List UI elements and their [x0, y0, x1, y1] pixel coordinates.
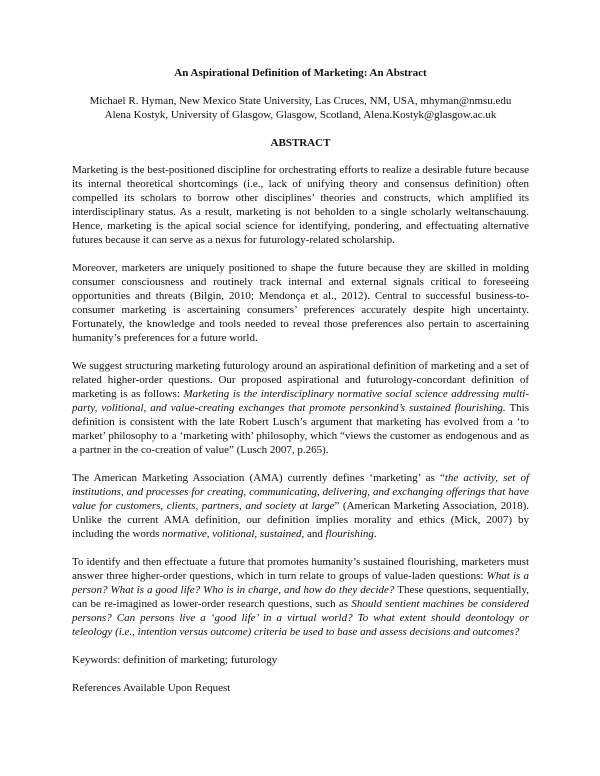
word-flourishing: flourishing — [325, 528, 374, 540]
references-line: References Available Upon Request — [72, 682, 231, 694]
paragraph-5-text-a: To identify and then effectuate a future that promotes humanity’s sustained flourishing, marketers must answer three higher-order questions, which in turn relate to groups of value-laden questions: — [72, 556, 529, 582]
paragraph-5-text-c: These questions, sequentially, can be re-imagined as lower-order research questions, such as — [72, 584, 529, 610]
paragraph-4-sep-1: , — [206, 528, 213, 540]
lower-order-questions-italic: Should sentient machines be considered persons? Can persons live a ‘good life’ in a virtual world? To what extent should deontology or teleology (i.e., intention versus outcome) criteria be used to base and assess decisions and outcomes? — [72, 598, 529, 638]
paragraph-4-sep-3: , and — [301, 528, 326, 540]
author-line-2: Alena Kostyk, University of Glasgow, Glasgow, Scotland, Alena.Kostyk@glasgow.ac.uk — [104, 109, 497, 121]
word-normative: normative — [162, 528, 207, 540]
paragraph-5 — [72, 555, 529, 639]
paragraph-4-text-c: ” (American Marketing Association, 2018). Unlike the current AMA definition, our definition implies morality and ethics (Mick, 2007) by including the words — [72, 500, 529, 540]
abstract-heading: ABSTRACT — [270, 137, 331, 149]
higher-order-questions-italic: What is a person? What is a good life? Who is in charge, and how do they decide? — [72, 570, 529, 596]
paragraph-2: Moreover, marketers are uniquely positioned to shape the future because they are skilled in molding consumer consciousness and routinely track internal and external signals critical to foreseeing opportunities and threats (Bilgin, 2010; Mendonça et al., 2012). Central to successful business-to-consumer marketing is ascertaining consumers’ preferences accurately despite high uncertainty. Fortunately, the knowledge and tools needed to reveal those preferences also pertain to ascertaining humanity’s preferences for a future world. — [72, 262, 529, 344]
marketing-definition-italic: Marketing is the interdisciplinary normative social science addressing multi-party, volitional, and value-creating exchanges that promote personkind’s sustained flourishing. — [72, 388, 529, 414]
paper-page — [72, 66, 529, 709]
word-volitional: volitional — [212, 528, 255, 540]
keywords-line: Keywords: definition of marketing; futurology — [72, 654, 278, 666]
author-line-1: Michael R. Hyman, New Mexico State University, Las Cruces, NM, USA, mhyman@nmsu.edu — [89, 95, 512, 107]
paper-title: An Aspirational Definition of Marketing: An Abstract — [174, 67, 427, 79]
paragraph-4-end: . — [373, 528, 377, 540]
ama-definition-italic: the activity, set of institutions, and processes for creating, communicating, delivering, and exchanging offerings that have value for customers, clients, partners, and society at large — [72, 472, 529, 512]
paragraph-3 — [72, 359, 529, 457]
paragraph-3-text-a: We suggest structuring marketing futurology around an aspirational definition of marketing and a set of related higher-order questions. Our proposed aspirational and futurology-concordant definition of marketing is as follows: — [72, 360, 529, 400]
paragraph-4-sep-2: , — [254, 528, 260, 540]
paragraph-4 — [72, 471, 529, 541]
word-sustained: sustained — [259, 528, 302, 540]
paragraph-3-text-c: This definition is consistent with the late Robert Lusch’s argument that marketing has evolved from a ‘to market’ philosophy to a ‘marketing with’ philosophy, which “views the customer as endogenous and as a partner in the co-creation of value” (Lusch 2007, p.265). — [72, 402, 530, 456]
paragraph-1: Marketing is the best-positioned discipline for orchestrating efforts to realize a desirable future because its internal theoretical shortcomings (i.e., lack of unifying theory and consensus definition) often compelled its scholars to borrow other disciplines’ theories and constructs, which amplified its interdisciplinary status. As a result, marketing is not beholden to a single scholarly weltanschauung. Hence, marketing is the apical social science for identifying, pondering, and effectuating alternative futures because it can serve as a nexus for futurology-related scholarship. — [72, 164, 529, 246]
paragraph-4-text-a: The American Marketing Association (AMA) currently defines ‘marketing’ as “ — [72, 472, 445, 484]
